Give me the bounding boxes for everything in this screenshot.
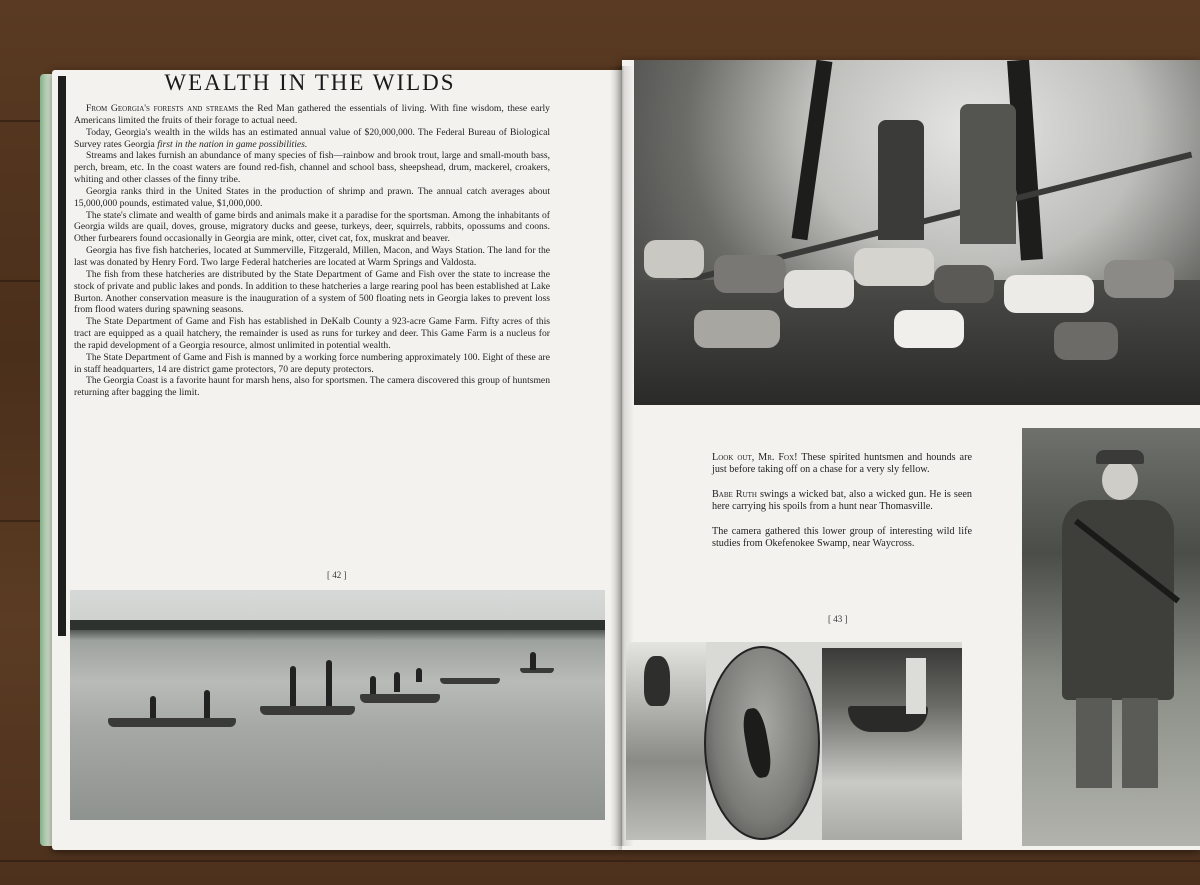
article-paragraph [74,375,550,399]
owl-photo [626,642,706,840]
hound [1054,322,1118,360]
caption-paragraph [712,526,972,551]
person-figure [290,666,296,706]
article-paragraph [74,316,550,352]
person-figure [326,660,332,706]
hound [644,240,704,278]
coat [1062,500,1174,700]
person-figure [530,652,536,670]
paragraph-text: Streams and lakes furnish an abundance of many species of fish—rainbow and brook trout, large and small-mouth bass, perch, bream, etc. In the coast waters are found red-fish, channel and school bass, sheepshead, drum, mackerel, croakers, whiting and other classes of the finny tribe. [74,150,550,186]
face [1102,460,1138,500]
person-figure [416,668,422,682]
person-figure [394,672,400,692]
hound [1104,260,1174,298]
boatman [906,658,926,714]
paragraph-text: the Red Man gathered the essentials of living. With fine wisdom, these early Americans limited the fruits of their forage to actual need. [74,103,550,126]
article-paragraph [74,210,550,246]
photo-shoreline [70,620,605,630]
caption-paragraph [712,452,972,477]
paragraph-text: These spirited huntsmen and hounds are just before taking off on a chase for a very sly fellow. [712,452,972,476]
photo-captions [712,452,972,562]
page-title: WEALTH IN THE WILDS [164,70,456,95]
paragraph-text: Georgia ranks third in the United States in the production of shrimp and prawn. The annual catch averages about 15,000,000 pounds, estimated value, $1,000,000. [74,185,550,209]
person-figure [150,696,156,718]
hound [894,310,964,348]
boat [360,694,440,703]
cap [1096,450,1144,464]
anhinga-photo [704,646,820,840]
boat [440,678,500,684]
boat [260,706,355,715]
person-figure [204,690,210,718]
page-number-right: [ 43 ] [828,614,848,624]
caption-paragraph [712,489,972,514]
boat [520,668,554,673]
article-paragraph [74,352,550,376]
article-paragraph [74,245,550,269]
tree-trunk [792,60,833,240]
article-body [74,103,550,399]
paragraph-text: The fish from these hatcheries are distributed by the State Department of Game and Fish over the state to increase the stock of private and public lakes and ponds. In addition to these hatcheries a large rearing pool has been established at Lake Burton. Another conservation measure is the inauguration of a system of 500 floating nets in Georgia lakes to prevent loss from flood waters during spawning seasons. [74,268,550,316]
boatman-photo [822,648,962,840]
hound [934,265,994,303]
paragraph-text: The State Department of Game and Fish has established in DeKalb County a 923-acre Game Farm. Fifty acres of this tract are equipped as a quail hatchery, the remainder is used as runs for turkey and deer. This Game Farm is a nucleus for the rapid development of a Georgia resource, almost unlimited in potential wealth. [74,316,550,351]
article-paragraph [74,269,550,316]
hound [854,248,934,286]
photo-okefenokee-swamp [626,642,962,840]
hound [694,310,780,348]
leg [1122,698,1158,788]
lead-in-smallcaps: From Georgia's forests and streams [86,103,239,114]
emphasis-text: first in the nation in game possibilities. [157,138,308,150]
photo-babe-ruth [1022,428,1200,846]
photo-huntsmen-hounds [634,60,1200,405]
anhinga-bird [740,707,774,780]
page-number-left: [ 42 ] [327,570,347,580]
leg [1076,698,1112,788]
paragraph-text: The camera gathered this lower group of interesting wild life studies from Okefenokee Swamp, near Waycross. [712,525,972,550]
article-paragraph [74,103,550,127]
hound [1004,275,1094,313]
paragraph-text: Georgia has five fish hatcheries, located at Summerville, Fitzgerald, Millen, Macon, and Ways Station. The land for the last was donated by Henry Ford. Two large Federal hatcheries are located at Warm Springs and Valdosta. [74,245,550,268]
lead-in-smallcaps: Look out, Mr. Fox! [712,452,798,463]
paragraph-text: swings a wicked bat, also a wicked gun. He is seen here carrying his spoils from a hunt near Thomasville. [712,488,972,513]
paragraph-text: Today, Georgia's wealth in the wilds has an estimated annual value of $20,000,000. The Federal Bureau of Biological Survey rates Georgia [74,126,550,150]
page-margin-bar [58,76,66,636]
paragraph-text: The State Department of Game and Fish is manned by a working force numbering approximately 100. Eight of these are in staff headquarters, 14 are district game protectors, 70 are deputy protectors. [74,351,550,375]
article-paragraph [74,186,550,210]
owl [644,656,670,706]
huntsman-figure [878,120,924,240]
boat [108,718,236,727]
paragraph-text: The state's climate and wealth of game birds and animals make it a paradise for the sportsman. Among the inhabitants of Georgia wilds are quail, doves, grouse, migratory ducks and geese, turkeys, deer, squirrels, rabbits, opossums and coons. Other furbearers found occasionally in Georgia are mink, otter, civet cat, fox, muskrat and beaver. [74,209,550,245]
lead-in-smallcaps: Babe Ruth [712,488,757,500]
person-figure [370,676,376,694]
hound [784,270,854,308]
hound [714,255,786,293]
huntsman-figure [960,104,1016,244]
article-paragraph [74,150,550,186]
photo-huntsmen-boats [70,590,605,820]
article-paragraph [74,127,550,151]
paragraph-text: The Georgia Coast is a favorite haunt for marsh hens, also for sportsmen. The camera discovered this group of huntsmen returning after bagging the limit. [74,375,550,399]
